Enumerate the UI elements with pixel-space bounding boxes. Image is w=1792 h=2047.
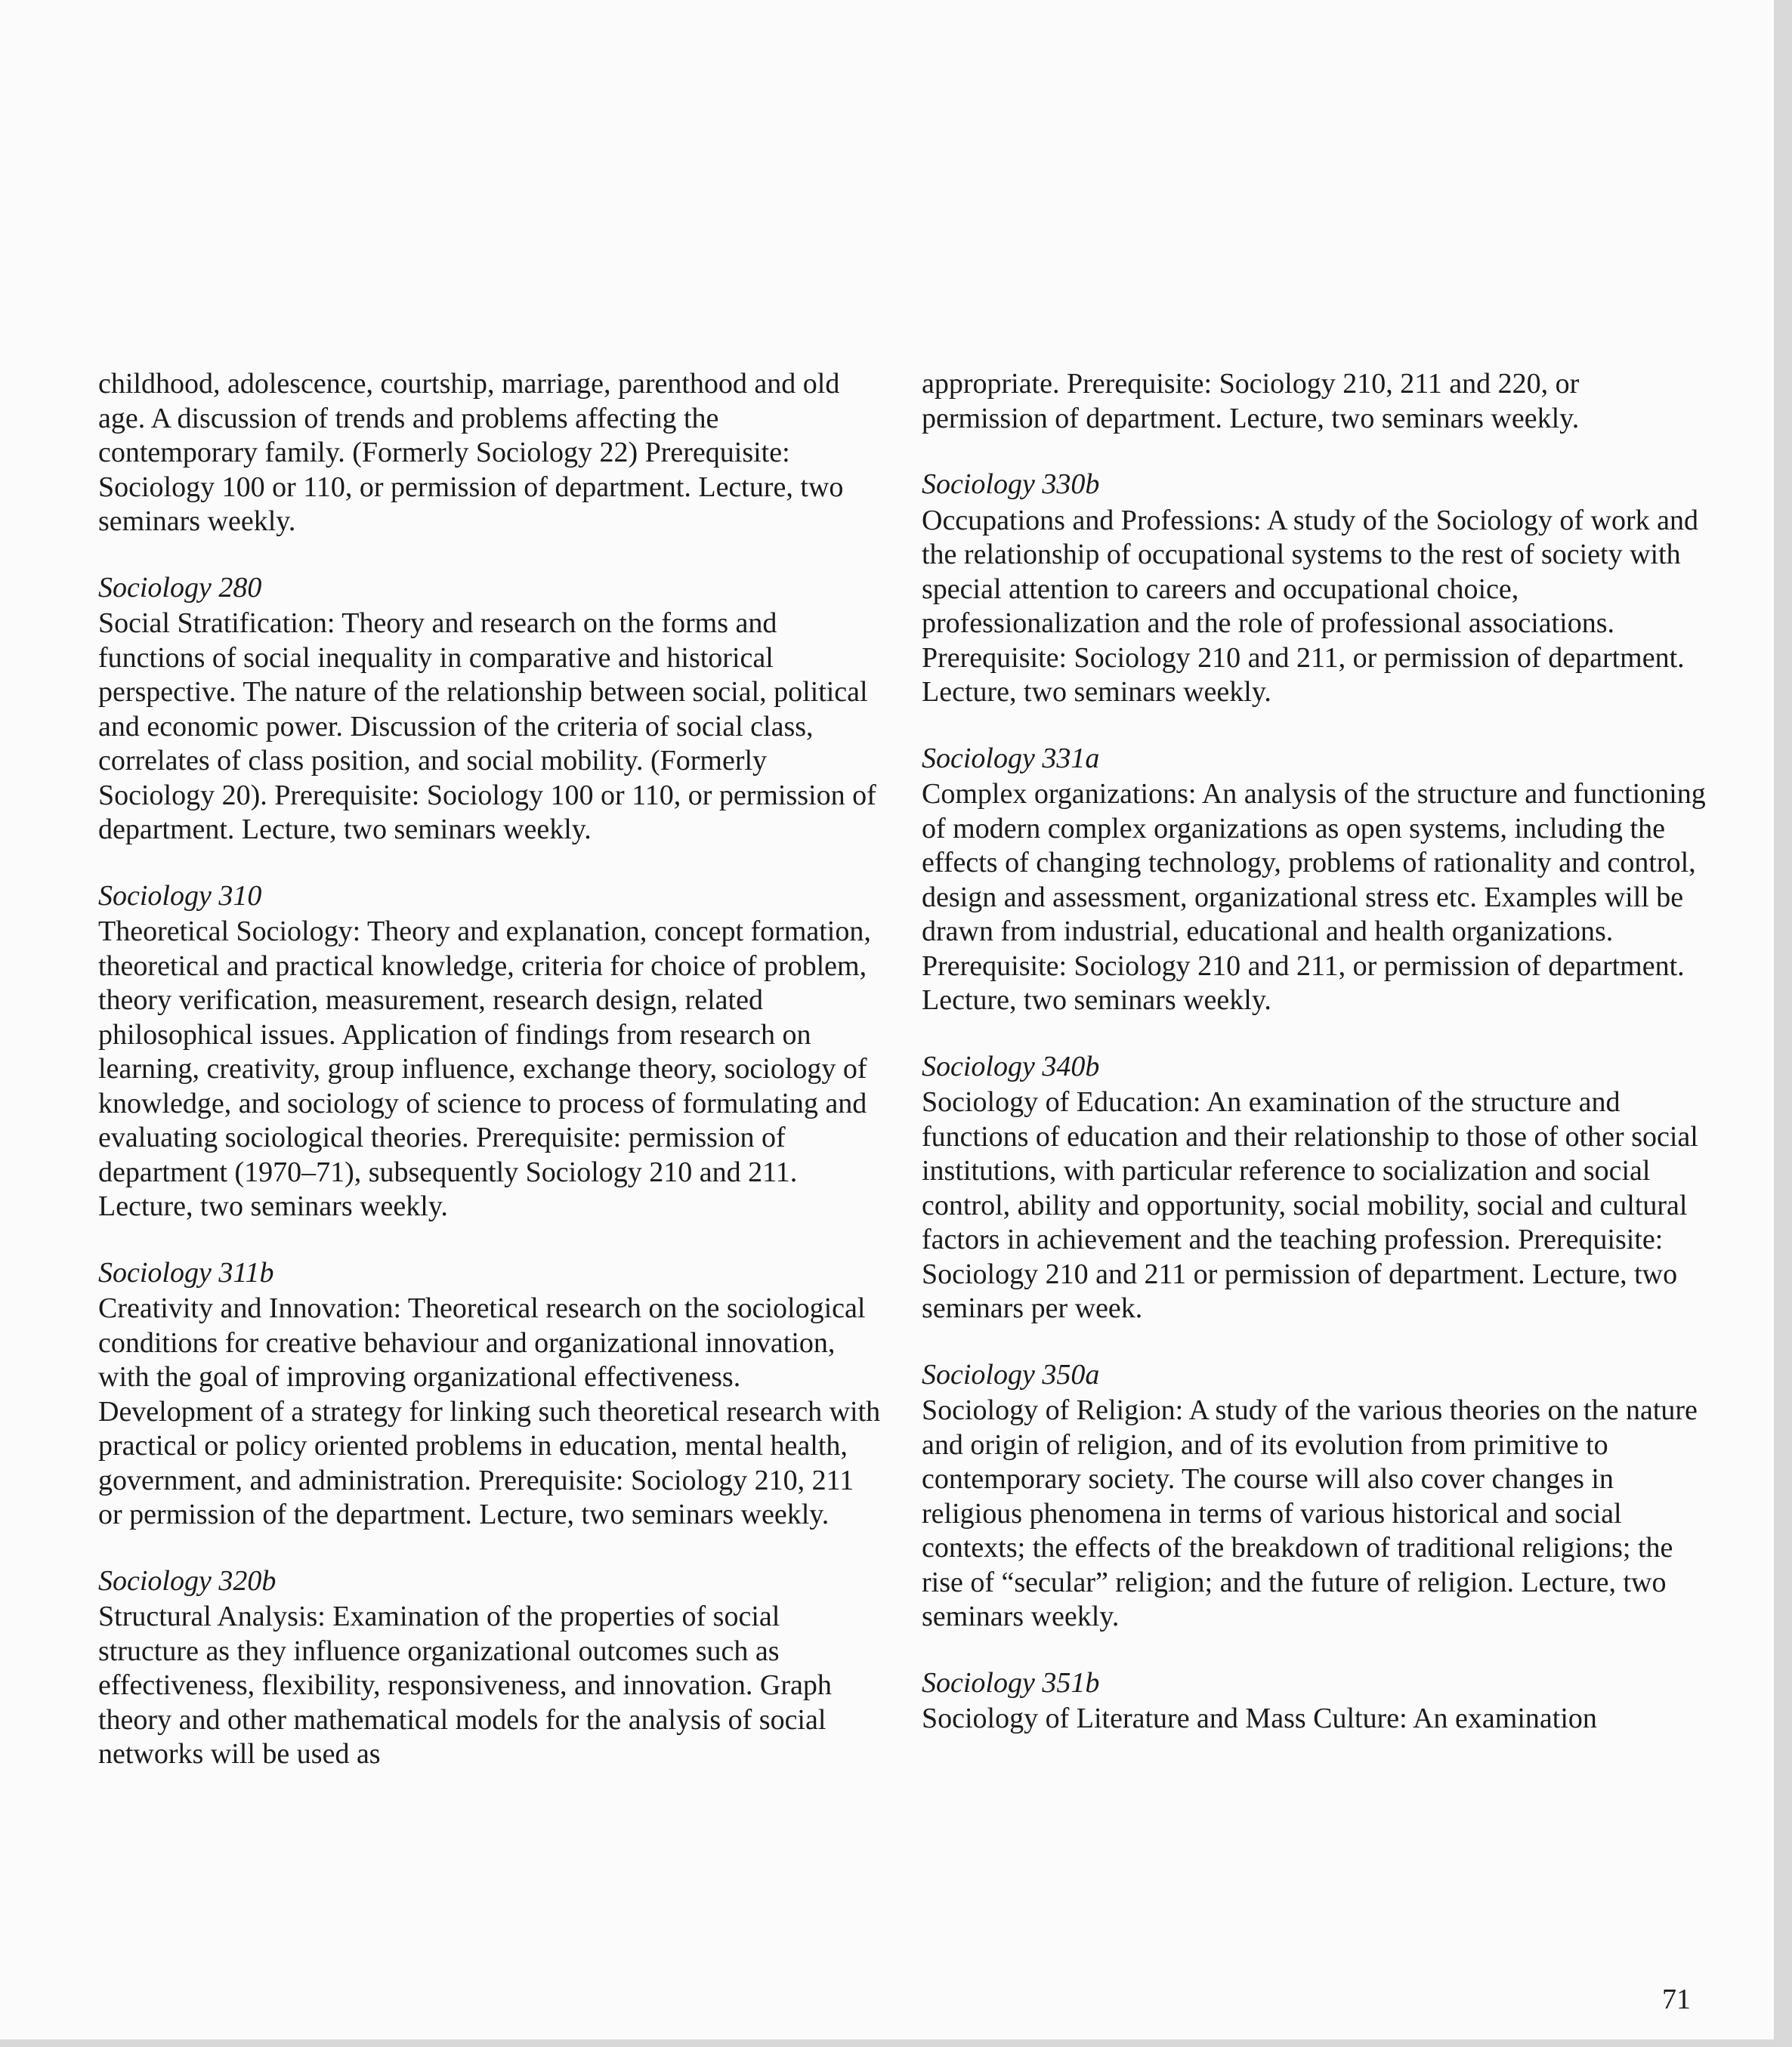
course-description: Creativity and Innovation: Theoretical research on the sociological conditions for creative behaviour and organizational innovation, with the goal of improving organizational effectiveness. Development of a strategy for linking such theoretical research with practical or policy oriented problems in education, mental health, government, and administration. Prerequisite: Sociology 210, 211 or permission of the department. Lecture, two seminars weekly. <box>98 1292 881 1530</box>
course-code: Sociology 280 <box>98 571 262 604</box>
left-column <box>98 367 884 1804</box>
continued-course-text: appropriate. Prerequisite: Sociology 210, 211 and 220, or permission of department. Lecture, two seminars weekly. <box>922 368 1580 434</box>
course-entry-sociology-320b <box>98 1564 884 1772</box>
page-number: 71 <box>1662 1984 1691 2015</box>
course-entry-sociology-350a <box>922 1358 1707 1635</box>
continued-course-text: childhood, adolescence, courtship, marriage, parenthood and old age. A discussion of trends and problems affecting the contemporary family. (Formerly Sociology 22) Prerequisite: Sociology 100 or 110, or permission of department. Lecture, two seminars weekly. <box>98 368 844 537</box>
course-code: Sociology 310 <box>98 879 262 912</box>
course-code: Sociology 320b <box>98 1564 277 1597</box>
course-entry-sociology-280 <box>98 571 884 848</box>
course-description: Complex organizations: An analysis of the structure and functioning of modern complex organizations as open systems, including the effects of changing technology, problems of rationality and control, design and assessment, organizational stress etc. Examples will be drawn from industrial, educational and health organizations. Prerequisite: Sociology 210 and 211, or permission of department. Lecture, two seminars weekly. <box>922 778 1706 1016</box>
course-description: Structural Analysis: Examination of the properties of social structure as they influence organizational outcomes such as effectiveness, flexibility, responsiveness, and innovation. Graph theory and other mathematical models for the analysis of social networks will be used as <box>98 1601 832 1770</box>
course-code: Sociology 351b <box>922 1666 1100 1699</box>
course-code: Sociology 340b <box>922 1050 1100 1082</box>
course-description: Sociology of Literature and Mass Culture: An examination <box>922 1703 1597 1734</box>
right-column <box>922 367 1707 1768</box>
course-description: Theoretical Sociology: Theory and explanation, concept formation, theoretical and practical knowledge, criteria for choice of problem, theory verification, measurement, research design, related philosophical issues. Application of findings from research on learning, creativity, group influence, exchange theory, sociology of knowledge, and sociology of science to process of formulating and evaluating sociological theories. Prerequisite: permission of department (1970–71), subsequently Sociology 210 and 211. Lecture, two seminars weekly. <box>98 915 871 1222</box>
course-code: Sociology 311b <box>98 1256 274 1289</box>
course-description: Sociology of Education: An examination of the structure and functions of education and their relationship to those of other social institutions, with particular reference to socialization and social control, ability and opportunity, social mobility, social and cultural factors in achievement and the teaching profession. Prerequisite: Sociology 210 and 211 or permission of department. Lecture, two seminars per week. <box>922 1086 1698 1324</box>
course-code: Sociology 330b <box>922 468 1100 500</box>
course-code: Sociology 350a <box>922 1358 1100 1391</box>
course-description: Social Stratification: Theory and research on the forms and functions of social inequality in comparative and historical perspective. The nature of the relationship between social, political and economic power. Discussion of the criteria of social class, correlates of class position, and social mobility. (Formerly Sociology 20). Prerequisite: Sociology 100 or 110, or permission of department. Lecture, two seminars weekly. <box>98 607 876 845</box>
course-description: Occupations and Professions: A study of the Sociology of work and the relationship of occupational systems to the rest of society with special attention to careers and occupational choice, professionalization and the role of professional associations. Prerequisite: Sociology 210 and 211, or permission of department. Lecture, two seminars weekly. <box>922 504 1699 708</box>
course-entry-sociology-351b <box>922 1666 1707 1737</box>
course-entry-sociology-340b <box>922 1050 1707 1326</box>
course-entry-sociology-311b <box>98 1256 884 1533</box>
course-entry-sociology-310 <box>98 879 884 1224</box>
course-code: Sociology 331a <box>922 742 1100 774</box>
course-entry-sociology-330b <box>922 468 1707 710</box>
course-entry-sociology-331a <box>922 742 1707 1018</box>
course-description: Sociology of Religion: A study of the various theories on the nature and origin of religion, and of its evolution from primitive to contemporary society. The course will also cover changes in religious phenomena in terms of various historical and social contexts; the effects of the breakdown of traditional religions; the rise of “secular” religion; and the future of religion. Lecture, two seminars weekly. <box>922 1394 1698 1632</box>
